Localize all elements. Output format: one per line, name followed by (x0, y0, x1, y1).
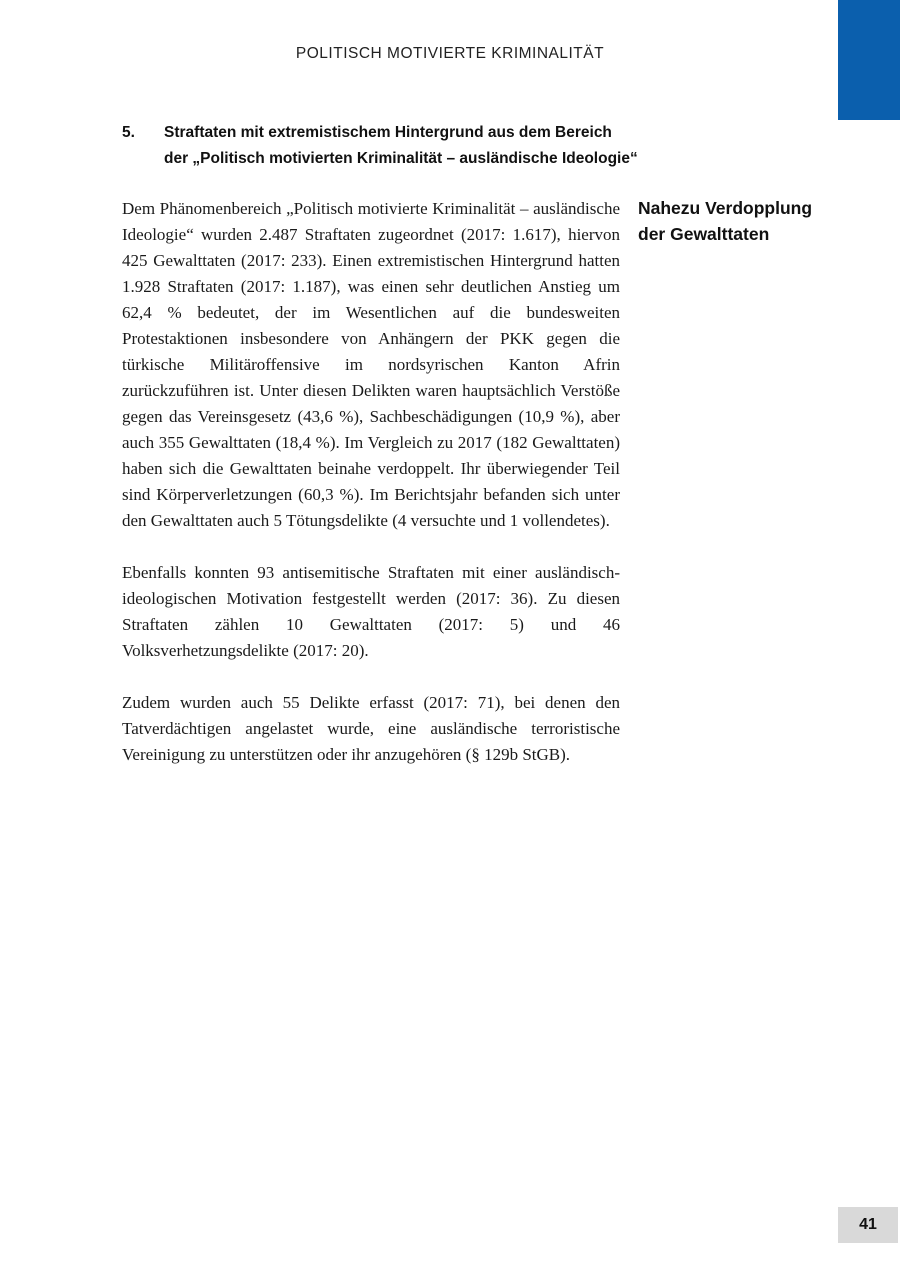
body-text (122, 196, 620, 794)
paragraph-1: Dem Phänomenbereich „Politisch motivierte Kriminalität – ausländische Ideologie“ wurden 2.487 Straftaten zugeordnet (2017: 1.617), hiervon 425 Gewalttaten (2017: 233). Einen extremistischen Hintergrund hatten 1.928 Straftaten (2017: 1.187), was einen sehr deutlichen Anstieg um 62,4 % bedeutet, der im Wesentlichen auf die bundesweiten Protestaktionen insbesondere von Anhängern der PKK gegen die türkische Militäroffensive im nordsyrischen Kanton Afrin zurückzuführen ist. Unter diesen Delikten waren hauptsächlich Verstöße gegen das Vereinsgesetz (43,6 %), Sachbeschädigungen (10,9 %), aber auch 355 Gewalttaten (18,4 %). Im Vergleich zu 2017 (182 Gewalttaten) haben sich die Gewalttaten beinahe verdoppelt. Ihr überwiegender Teil sind Körperverletzungen (60,3 %). Im Berichtsjahr befanden sich unter den Gewalttaten auch 5 Tötungsdelikte (4 versuchte und 1 vollendetes). (122, 199, 620, 530)
paragraph-3: Zudem wurden auch 55 Delikte erfasst (2017: 71), bei denen den Tatverdächtigen angelastet wurde, eine ausländische terroristische Vereinigung zu unterstützen oder ihr anzugehören (§ 129b StGB). (122, 693, 620, 764)
section-number: 5. (122, 124, 135, 141)
margin-note-line-2: der Gewalttaten (638, 224, 770, 244)
section-title-line-2: der „Politisch motivierten Kriminalität – ausländische Ideologie“ (164, 150, 638, 167)
paragraph-2: Ebenfalls konnten 93 antisemitische Straftaten mit einer ausländisch-ideologischen Motivation festgestellt werden (2017: 36). Zu diesen Straftaten zählen 10 Gewalttaten (2017: 5) und 46 Volksverhetzungsdelikte (2017: 20). (122, 563, 620, 660)
section-title-line-1: Straftaten mit extremistischem Hintergrund aus dem Bereich (164, 124, 612, 141)
section-heading (122, 120, 652, 172)
margin-note (638, 195, 823, 247)
margin-note-line-1: Nahezu Verdopplung (638, 198, 813, 218)
running-header: POLITISCH MOTIVIERTE KRIMINALITÄT (295, 45, 605, 62)
page-number: 41 (838, 1207, 898, 1243)
